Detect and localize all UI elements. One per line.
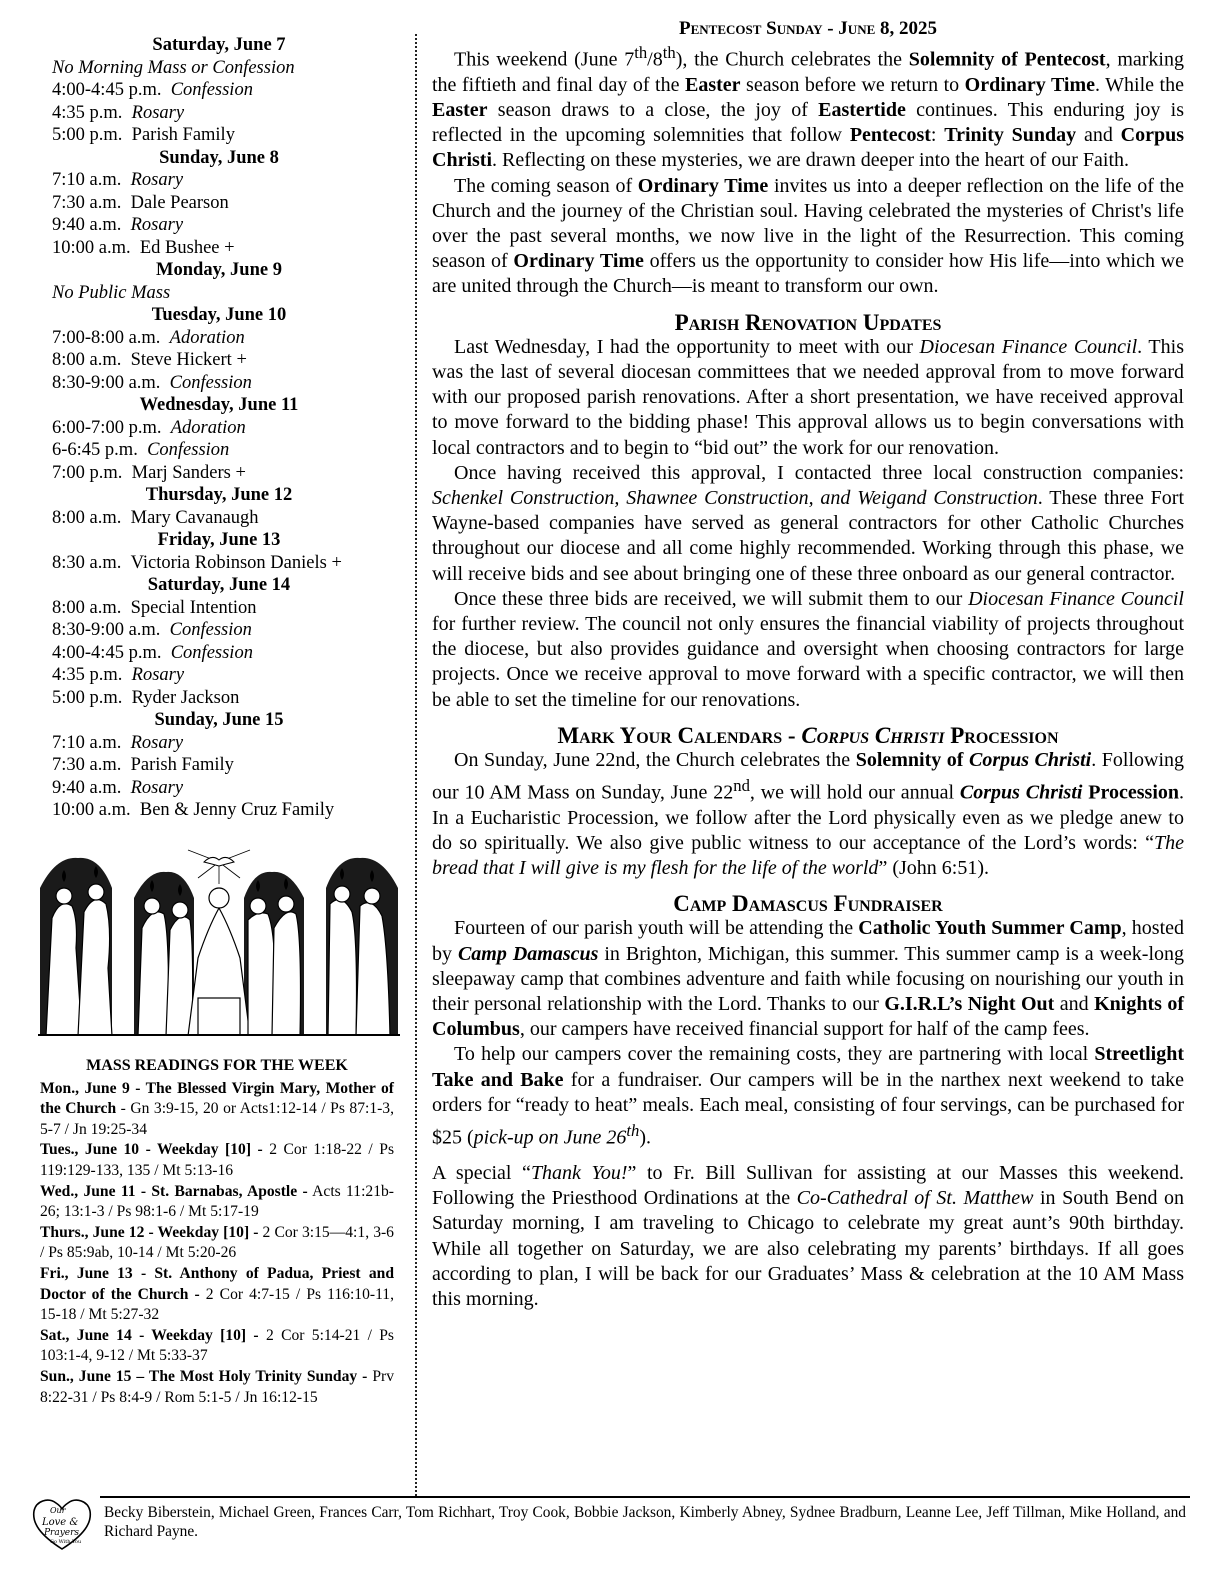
reading-day-title: Thurs., June 12 - Weekday [10] - — [40, 1223, 259, 1241]
schedule-entry — [38, 642, 400, 665]
entry-intention: Rosary — [131, 102, 185, 123]
reading-references: 2 Cor 5:14-21 / Ps 103:1-4, 9-12 / Mt 5:33-37 — [40, 1326, 395, 1365]
schedule-day-heading: Sunday, June 15 — [154, 710, 284, 730]
entry-intention: Adoration — [169, 327, 245, 348]
entry-time: 6:00-7:00 p.m. — [52, 417, 162, 438]
reading-item — [40, 1264, 394, 1326]
entry-time: 4:00-4:45 p.m. — [52, 80, 162, 100]
schedule-entry — [38, 124, 400, 147]
reading-day-title: Sat., June 14 - Weekday [10] - — [40, 1326, 259, 1344]
entry-intention: Parish Family — [131, 125, 235, 145]
reading-day-title: Tues., June 10 - Weekday [10] - — [40, 1141, 263, 1159]
entry-intention: Ben & Jenny Cruz Family — [139, 800, 335, 820]
schedule-day-heading: Wednesday, June 11 — [139, 395, 299, 415]
schedule-entry — [38, 327, 400, 350]
schedule-day-heading: Saturday, June 14 — [147, 575, 291, 595]
schedule-day-heading: Sunday, June 8 — [159, 147, 279, 168]
renovation-heading: Parish Renovation Updates — [674, 309, 942, 335]
reading-references: 2 Cor 3:15—4:1, 3-6 / Ps 85:9ab, 10-14 / Mt 5:20-26 — [40, 1223, 394, 1262]
reading-references: 2 Cor 4:7-15 / Ps 116:10-11, 15-18 / Mt 5:27-32 — [40, 1285, 394, 1324]
schedule-day-heading: Friday, June 13 — [157, 530, 281, 550]
pentecost-paragraph-2: The coming season of Ordinary Time invites us into a deeper reflection on the life of the Church and the journey of the Christian soul. Having celebrated the mysteries of Christ's life over the past several months, we now live in the light of the Resurrection. This coming season of Ordinary Time offers us the opportunity to consider how His life—into which we are united through the Church—is meant to transform our own. — [432, 174, 1184, 298]
reading-references: Acts 11:21b-26; 13:1-3 / Ps 98:1-6 / Mt 5:17-19 — [40, 1182, 394, 1221]
schedule-entry — [38, 799, 400, 822]
column-divider — [415, 34, 417, 1496]
schedule-entry — [38, 417, 400, 440]
schedule-day-heading: Monday, June 9 — [156, 260, 282, 280]
schedule-entry — [38, 732, 400, 755]
schedule-entry — [38, 102, 400, 125]
pentecost-illustration — [38, 848, 400, 1036]
entry-time: 7:10 a.m. — [52, 170, 122, 190]
entry-intention: No Morning Mass or Confession — [52, 57, 295, 78]
entry-time: 7:30 a.m. — [52, 192, 122, 213]
entry-time: 5:00 p.m. — [52, 125, 123, 145]
camp-damascus-heading: Camp Damascus Fundraiser — [673, 891, 943, 917]
entry-intention: Confession — [170, 642, 253, 663]
mass-schedule — [38, 34, 400, 822]
schedule-entry — [38, 619, 400, 642]
entry-intention: Rosary — [130, 777, 184, 798]
schedule-entry — [38, 597, 400, 620]
entry-time: 6-6:45 p.m. — [52, 440, 138, 460]
entry-time: 8:00 a.m. — [52, 597, 122, 618]
entry-time: 4:00-4:45 p.m. — [52, 642, 162, 663]
entry-intention: Confession — [169, 372, 252, 393]
entry-intention: Rosary — [130, 215, 184, 235]
entry-time: 10:00 a.m. — [52, 800, 131, 820]
entry-intention: Steve Hickert + — [130, 350, 247, 370]
reading-day-title: Sun., June 15 – The Most Holy Trinity Sunday - — [40, 1367, 368, 1385]
entry-intention: Confession — [169, 620, 252, 640]
entry-time: 9:40 a.m. — [52, 777, 122, 798]
entry-intention: Rosary — [130, 170, 184, 190]
entry-intention: Confession — [170, 80, 253, 100]
main-column — [432, 18, 1184, 1312]
entry-intention: Confession — [147, 440, 230, 460]
entry-time: 4:35 p.m. — [52, 665, 123, 685]
schedule-entry — [38, 507, 400, 530]
schedule-day-heading: Tuesday, June 10 — [151, 305, 287, 325]
entry-time: 10:00 a.m. — [52, 237, 131, 258]
schedule-entry — [38, 192, 400, 215]
entry-time: 7:10 a.m. — [52, 732, 122, 753]
entry-time: 7:00 p.m. — [52, 462, 123, 483]
prayer-list-names: Becky Biberstein, Michael Green, Frances Carr, Tom Richhart, Troy Cook, Bobbie Jackson, Kimberly Abney, Sydnee Bradburn, Leanne Lee, Jeff Tillman, Mike Holland, and Richard Payne. — [104, 1504, 1186, 1540]
reading-item — [40, 1326, 394, 1367]
entry-time: 8:00 a.m. — [52, 507, 122, 528]
entry-time: 5:00 p.m. — [52, 687, 123, 708]
schedule-entry — [38, 237, 400, 260]
reading-day-title: Mon., June 9 - The Blessed Virgin Mary, Mother of the Church — [40, 1079, 394, 1118]
pentecost-paragraph-1: This weekend (June 7th/8th), the Church celebrates the Solemnity of Pentecost, marking the fiftieth and final day of the Easter season before we return to Ordinary Time. While the Easter season draws to a close, the joy of Eastertide continues. This enduring joy is reflected in the upcoming solemnities that follow Pentecost: Trinity Sunday and Corpus Christi. Reflecting on these mysteries, we are drawn deeper into the heart of our Faith. — [432, 43, 1184, 172]
schedule-day-heading: Thursday, June 12 — [145, 485, 293, 505]
reading-item — [40, 1140, 394, 1181]
thank-you-paragraph: A special “Thank You!” to Fr. Bill Sullivan for assisting at our Masses this weekend. Following the Priesthood Ordinations at the Co-Cathedral of St. Matthew in South Bend on Saturday morning, I am traveling to Chicago to celebrate my great aunt’s 90th birthday. While all together on Saturday, we are also celebrating my parents’ birthdays. If all goes according to plan, I will be back for our Graduates’ Mass & celebration at the 10 AM Mass this morning. — [432, 1161, 1185, 1310]
reading-references: - Gn 3:9-15, 20 or Acts1:12-14 / Ps 87:1-3, 5-7 / Jn 19:25-34 — [40, 1100, 395, 1138]
entry-intention: Parish Family — [130, 755, 234, 775]
schedule-entry — [38, 439, 400, 462]
camp-paragraph-2: To help our campers cover the remaining costs, they are partnering with local Streetlight Take and Bake for a fundraiser. Our campers will be in the narthex next weekend to take orders for “ready to heat” meals. Each meal, consisting of four servings, can be purchased for $25 (pick-up on June 26th). — [432, 1043, 1185, 1149]
entry-intention: Rosary — [130, 732, 184, 753]
reading-day-title: Wed., June 11 - St. Barnabas, Apostle - — [40, 1182, 308, 1200]
reading-item — [40, 1223, 394, 1264]
entry-time: 7:00-8:00 a.m. — [52, 327, 161, 348]
svg-text:Our: Our — [50, 1506, 66, 1515]
entry-time: 8:30 a.m. — [52, 552, 122, 573]
entry-intention: No Public Mass — [52, 282, 171, 303]
entry-time: 4:35 p.m. — [52, 102, 123, 123]
reading-references: Prv 8:22-31 / Ps 8:4-9 / Rom 5:1-5 / Jn 16:12-15 — [40, 1367, 395, 1406]
renovation-paragraph-2: Once having received this approval, I contacted three local construction companies: Schenkel Construction, Shawnee Construction, and Weigand Construction. These three Fort Wayne-based companies have served as general contractors for other Catholic Churches throughout our diocese and all come highly recommended. Working through this phase, we will receive bids and see about bringing one of these three onboard as our general contractor. — [432, 461, 1185, 585]
entry-intention: Ed Bushee + — [139, 237, 235, 258]
svg-text:Love &: Love & — [42, 1517, 79, 1528]
mass-readings — [40, 1056, 394, 1408]
entry-intention: Mary Cavanaugh — [130, 507, 259, 528]
schedule-entry — [38, 462, 400, 485]
entry-intention: Special Intention — [130, 597, 257, 618]
schedule-day-heading: Saturday, June 7 — [152, 35, 286, 55]
schedule-entry — [38, 79, 400, 102]
entry-intention: Marj Sanders + — [131, 462, 246, 483]
schedule-entry — [38, 664, 400, 687]
entry-time: 8:30-9:00 a.m. — [52, 372, 161, 393]
entry-time: 8:30-9:00 a.m. — [52, 620, 161, 640]
renovation-paragraph-3: Once these three bids are received, we will submit them to our Diocesan Finance Council for further review. The council not only ensures the financial viability of projects throughout the diocese, but also provides guidance and oversight when choosing contractors for large projects. Once we receive approval to move forward with a specific contractor, we will then be able to set the timeline for our renovations. — [432, 587, 1184, 711]
corpus-christi-heading: Mark Your Calendars - Corpus Christi Procession — [557, 722, 1059, 748]
svg-text:Go With You: Go With You — [50, 1539, 82, 1545]
entry-intention: Victoria Robinson Daniels + — [130, 552, 342, 573]
reading-item — [40, 1182, 394, 1223]
renovation-paragraph-1: Last Wednesday, I had the opportunity to meet with our Diocesan Finance Council. This was the last of several diocesan committees that we needed approval from to move forward with our proposed parish renovations. After a short presentation, we have received approval to move forward to the bidding phase! This approval allows us to begin conversations with local contractors and to begin to “bid out” the work for our renovation. — [432, 335, 1184, 459]
schedule-entry — [38, 687, 400, 710]
camp-paragraph-1: Fourteen of our parish youth will be attending the Catholic Youth Summer Camp, hosted by Camp Damascus in Brighton, Michigan, this summer. This summer camp is a week-long sleepaway camp that combines adventure and faith while focusing on nourishing our youth in their personal relationship with the Lord. Thanks to our G.I.R.L’s Night Out and Knights of Columbus, our campers have received financial support for half of the camp fees. — [432, 917, 1185, 1041]
entry-intention: Dale Pearson — [130, 192, 229, 213]
schedule-entry — [38, 214, 400, 237]
reading-item — [40, 1079, 394, 1141]
entry-time: 7:30 a.m. — [52, 755, 122, 775]
schedule-entry — [38, 754, 400, 777]
schedule-entry — [38, 349, 400, 372]
schedule-entry — [38, 57, 400, 80]
schedule-entry — [38, 372, 400, 395]
entry-time: 8:00 a.m. — [52, 350, 122, 370]
reading-day-title: Fri., June 13 - St. Anthony of Padua, Priest and Doctor of the Church - — [40, 1264, 394, 1303]
entry-intention: Adoration — [170, 417, 246, 438]
entry-time: 9:40 a.m. — [52, 215, 122, 235]
schedule-entry — [38, 169, 400, 192]
footer-rule — [100, 1496, 1190, 1498]
entry-intention: Rosary — [131, 665, 185, 685]
schedule-entry — [38, 282, 400, 305]
readings-heading: MASS READINGS FOR THE WEEK — [86, 1057, 348, 1074]
schedule-entry — [38, 777, 400, 800]
schedule-entry — [38, 552, 400, 575]
pentecost-heading: Pentecost Sunday - June 8, 2025 — [679, 18, 937, 39]
love-and-prayers-heart-logo — [30, 1495, 94, 1553]
corpus-christi-paragraph: On Sunday, June 22nd, the Church celebrates the Solemnity of Corpus Christi. Following our 10 AM Mass on Sunday, June 22nd, we will hold our annual Corpus Christi Procession. In a Eucharistic Procession, we follow after the Lord physically even as we pledge anew to do so spiritually. We also give public witness to our acceptance of the Lord’s words: “The bread that I will give is my flesh for the life of the world” (John 6:51). — [432, 748, 1185, 880]
entry-intention: Ryder Jackson — [131, 687, 240, 708]
reading-references: 2 Cor 1:18-22 / Ps 119:129-133, 135 / Mt 5:13-16 — [40, 1141, 395, 1179]
reading-item — [40, 1367, 394, 1408]
svg-text:Prayers: Prayers — [44, 1528, 80, 1538]
